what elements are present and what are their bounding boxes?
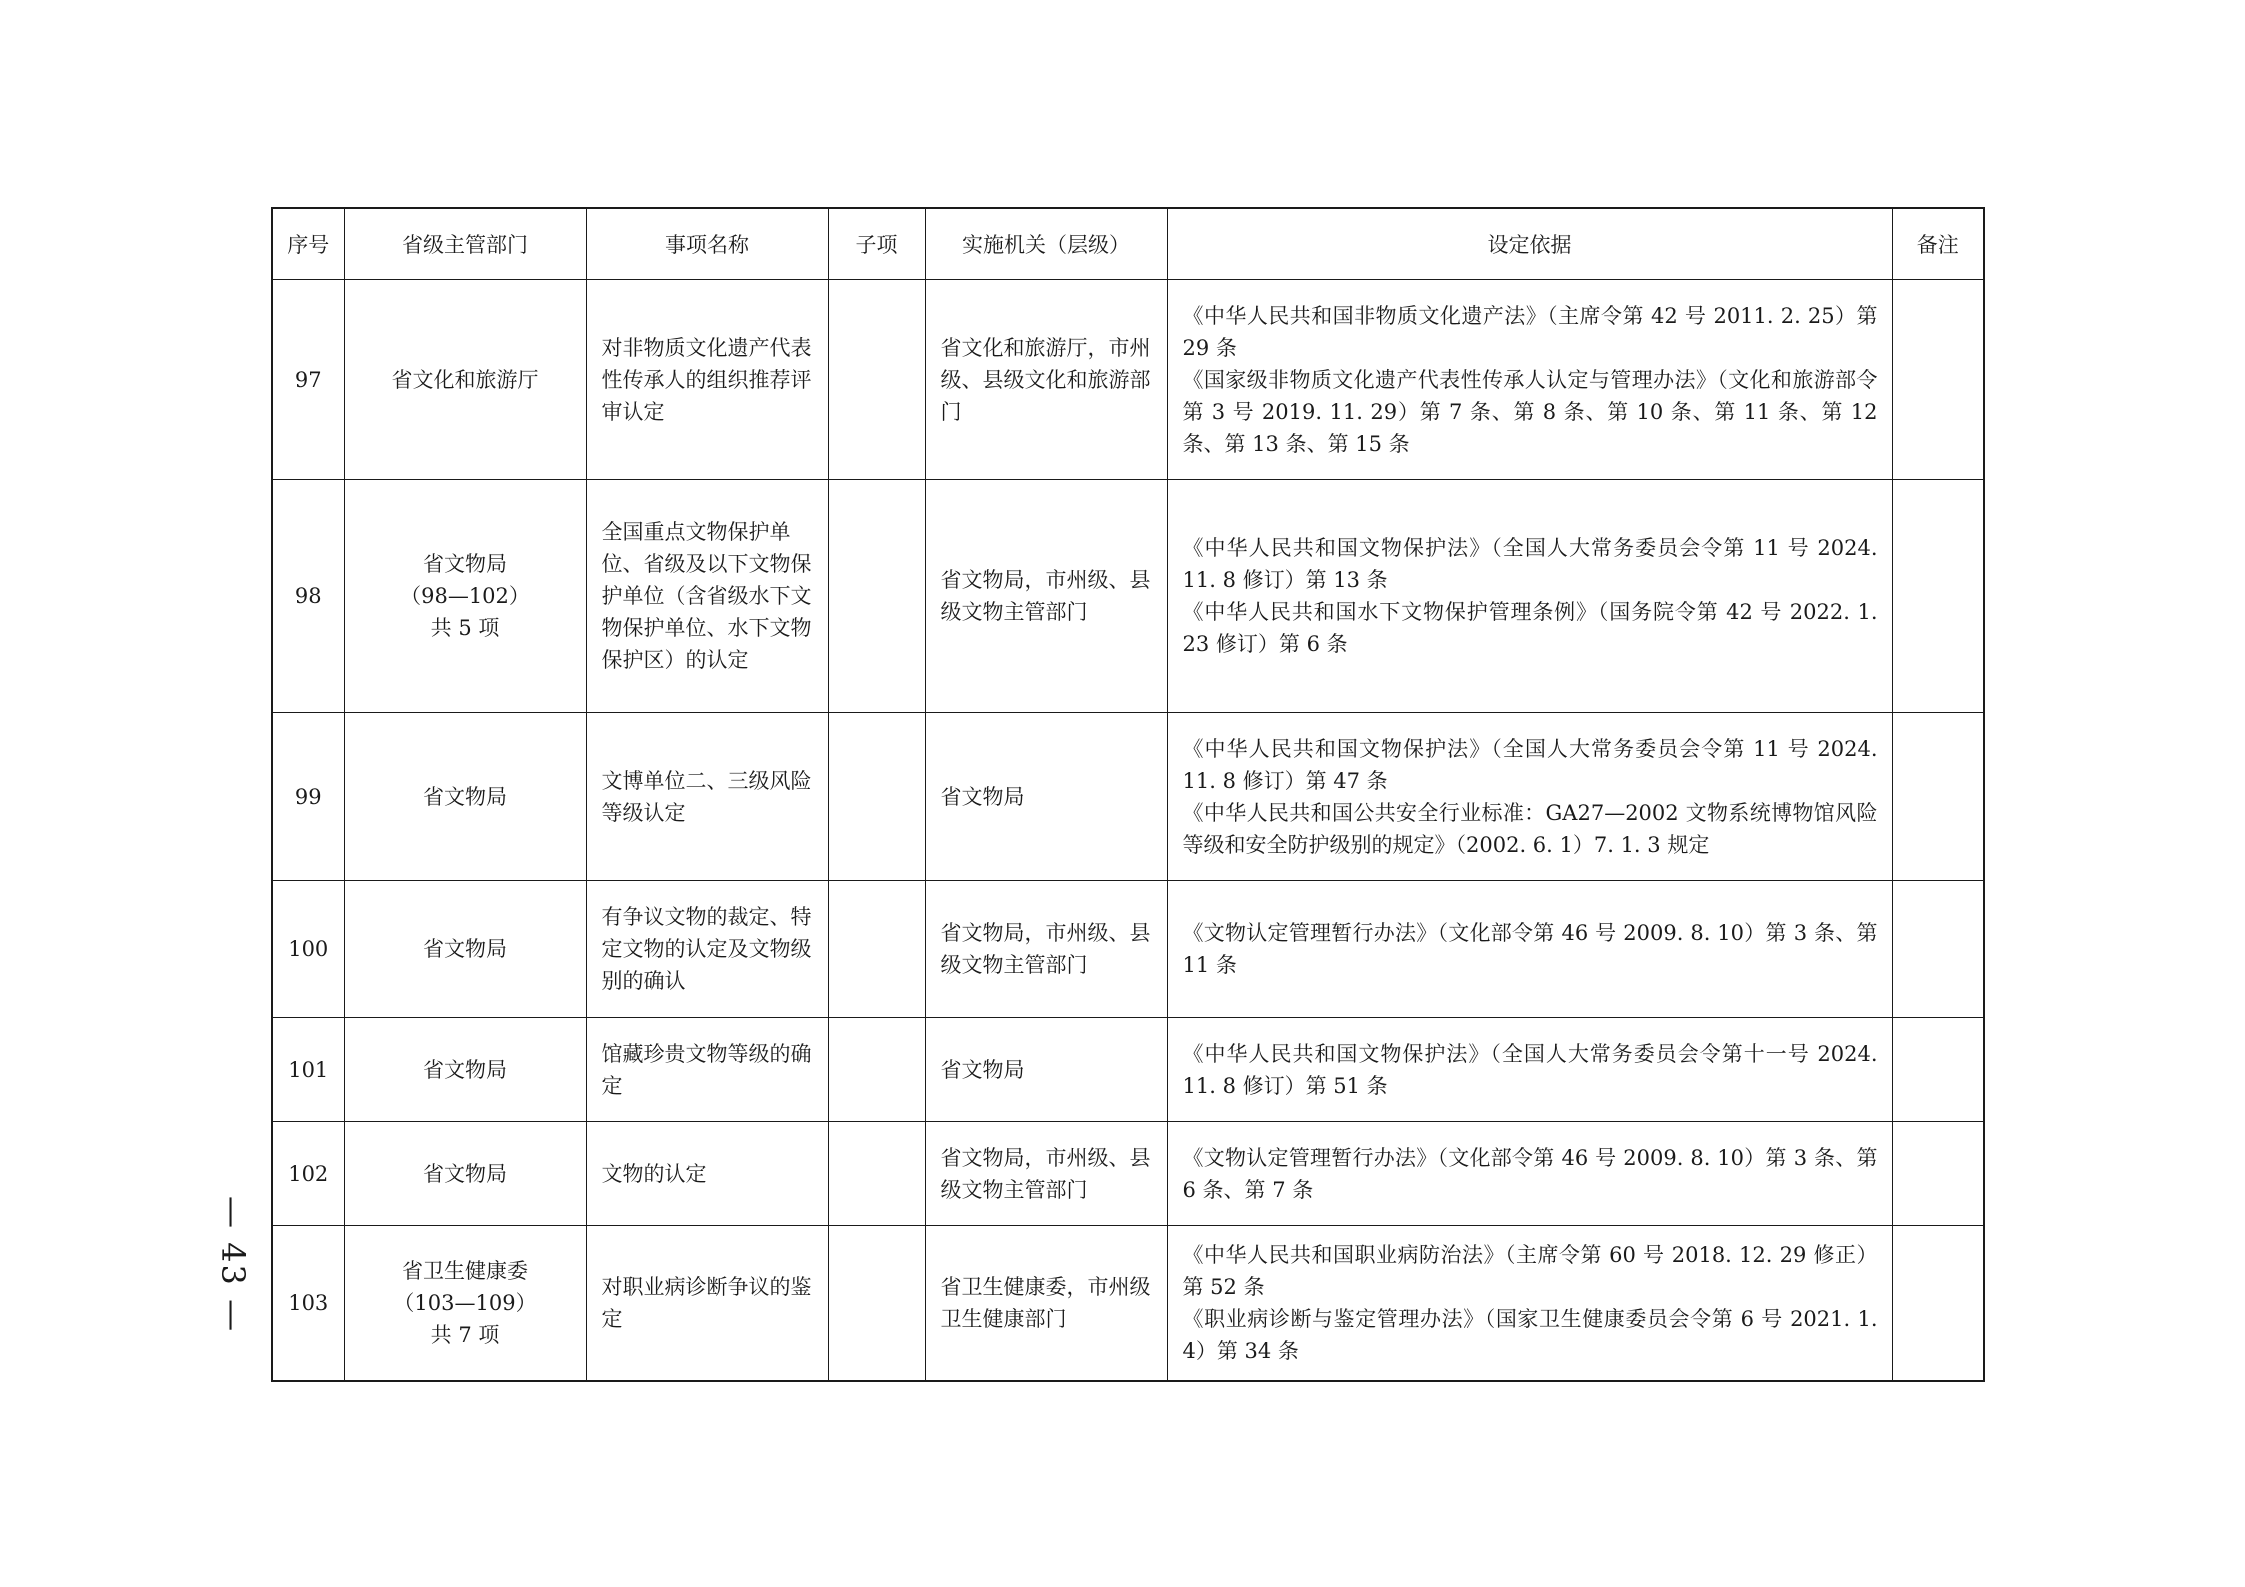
cell-sub xyxy=(828,280,925,480)
basis-line: 《国家级非物质文化遗产代表性传承人认定与管理办法》（文化和旅游部令第 3 号 2019. 11. 29）第 7 条、第 8 条、第 10 条、第 11 条、第 12 条、第 13 条、第 15 条 xyxy=(1182,367,1878,456)
catalog-table xyxy=(271,207,1985,1382)
dept-line: 省卫生健康委 xyxy=(402,1258,528,1283)
cell-item: 全国重点文物保护单位、省级及以下文物保护单位（含省级水下文物保护单位、水下文物保护区）的认定 xyxy=(586,480,828,713)
cell-agency: 省文物局，市州级、县级文物主管部门 xyxy=(925,1122,1167,1226)
cell-basis xyxy=(1167,280,1892,480)
cell-item: 文物的认定 xyxy=(586,1122,828,1226)
cell-seq: 99 xyxy=(272,713,344,881)
cell-note xyxy=(1892,1018,1984,1122)
header-seq: 序号 xyxy=(272,208,344,280)
cell-note xyxy=(1892,881,1984,1018)
cell-note xyxy=(1892,480,1984,713)
cell-note xyxy=(1892,1122,1984,1226)
cell-seq: 101 xyxy=(272,1018,344,1122)
basis-line: 《中华人民共和国职业病防治法》（主席令第 60 号 2018. 12. 29 修正）第 52 条 xyxy=(1182,1242,1878,1299)
cell-dept xyxy=(344,1122,586,1226)
table-row xyxy=(272,1122,1984,1226)
cell-dept xyxy=(344,713,586,881)
cell-item: 文博单位二、三级风险等级认定 xyxy=(586,713,828,881)
cell-agency: 省文化和旅游厅，市州级、县级文化和旅游部门 xyxy=(925,280,1167,480)
header-agency: 实施机关（层级） xyxy=(925,208,1167,280)
cell-dept xyxy=(344,1226,586,1381)
cell-seq: 102 xyxy=(272,1122,344,1226)
basis-line: 《中华人民共和国非物质文化遗产法》（主席令第 42 号 2011. 2. 25）第 29 条 xyxy=(1182,303,1878,360)
cell-basis xyxy=(1167,1226,1892,1381)
cell-item: 对非物质文化遗产代表性传承人的组织推荐评审认定 xyxy=(586,280,828,480)
cell-dept xyxy=(344,1018,586,1122)
cell-basis xyxy=(1167,713,1892,881)
cell-dept xyxy=(344,881,586,1018)
cell-basis xyxy=(1167,480,1892,713)
cell-item: 对职业病诊断争议的鉴定 xyxy=(586,1226,828,1381)
cell-agency: 省文物局 xyxy=(925,713,1167,881)
basis-line: 《中华人民共和国文物保护法》（全国人大常务委员会令第 11 号 2024. 11. 8 修订）第 47 条 xyxy=(1182,736,1878,793)
cell-basis xyxy=(1167,1018,1892,1122)
cell-seq: 103 xyxy=(272,1226,344,1381)
cell-sub xyxy=(828,480,925,713)
basis-line: 《文物认定管理暂行办法》（文化部令第 46 号 2009. 8. 10）第 3 条、第 6 条、第 7 条 xyxy=(1182,1145,1878,1202)
table-row xyxy=(272,881,1984,1018)
table-row xyxy=(272,1226,1984,1381)
page-number: — 43 — xyxy=(214,1196,252,1334)
cell-sub xyxy=(828,713,925,881)
basis-line: 《中华人民共和国公共安全行业标准：GA27—2002 文物系统博物馆风险等级和安全防护级别的规定》（2002. 6. 1）7. 1. 3 规定 xyxy=(1182,800,1878,857)
cell-basis xyxy=(1167,881,1892,1018)
header-row xyxy=(272,208,1984,280)
cell-sub xyxy=(828,1018,925,1122)
dept-line: （98—102） xyxy=(400,584,530,608)
cell-seq: 100 xyxy=(272,881,344,1018)
cell-dept xyxy=(344,480,586,713)
basis-line: 《职业病诊断与鉴定管理办法》（国家卫生健康委员会令第 6 号 2021. 1. 4）第 34 条 xyxy=(1182,1306,1878,1363)
cell-basis xyxy=(1167,1122,1892,1226)
cell-note xyxy=(1892,280,1984,480)
cell-item: 有争议文物的裁定、特定文物的认定及文物级别的确认 xyxy=(586,881,828,1018)
cell-seq: 97 xyxy=(272,280,344,480)
dept-line: 共 5 项 xyxy=(430,616,500,640)
cell-note xyxy=(1892,1226,1984,1381)
cell-item: 馆藏珍贵文物等级的确定 xyxy=(586,1018,828,1122)
dept-line: 共 7 项 xyxy=(430,1322,500,1347)
cell-agency: 省文物局，市州级、县级文物主管部门 xyxy=(925,881,1167,1018)
table-row xyxy=(272,480,1984,713)
dept-line: 省文物局 xyxy=(423,784,507,809)
cell-seq: 98 xyxy=(272,480,344,713)
header-basis: 设定依据 xyxy=(1167,208,1892,280)
cell-sub xyxy=(828,1226,925,1381)
cell-agency: 省文物局 xyxy=(925,1018,1167,1122)
cell-sub xyxy=(828,1122,925,1226)
cell-dept xyxy=(344,280,586,480)
table-row xyxy=(272,280,1984,480)
header-dept: 省级主管部门 xyxy=(344,208,586,280)
cell-agency: 省文物局，市州级、县级文物主管部门 xyxy=(925,480,1167,713)
dept-line: 省文物局 xyxy=(423,1161,507,1186)
basis-line: 《中华人民共和国水下文物保护管理条例》（国务院令第 42 号 2022. 1. 23 修订）第 6 条 xyxy=(1182,600,1878,656)
table-row xyxy=(272,1018,1984,1122)
basis-line: 《中华人民共和国文物保护法》（全国人大常务委员会令第 11 号 2024. 11. 8 修订）第 13 条 xyxy=(1182,536,1878,592)
dept-line: （103—109） xyxy=(393,1290,537,1315)
cell-note xyxy=(1892,713,1984,881)
header-sub: 子项 xyxy=(828,208,925,280)
dept-line: 省文物局 xyxy=(423,1057,507,1082)
table-row xyxy=(272,713,1984,881)
header-note: 备注 xyxy=(1892,208,1984,280)
basis-line: 《文物认定管理暂行办法》（文化部令第 46 号 2009. 8. 10）第 3 条、第 11 条 xyxy=(1182,921,1878,977)
dept-line: 省文化和旅游厅 xyxy=(391,367,539,392)
header-item: 事项名称 xyxy=(586,208,828,280)
dept-line: 省文物局 xyxy=(423,937,507,961)
dept-line: 省文物局 xyxy=(423,552,507,576)
cell-sub xyxy=(828,881,925,1018)
basis-line: 《中华人民共和国文物保护法》（全国人大常务委员会令第十一号 2024. 11. 8 修订）第 51 条 xyxy=(1182,1041,1878,1098)
cell-agency: 省卫生健康委，市州级卫生健康部门 xyxy=(925,1226,1167,1381)
